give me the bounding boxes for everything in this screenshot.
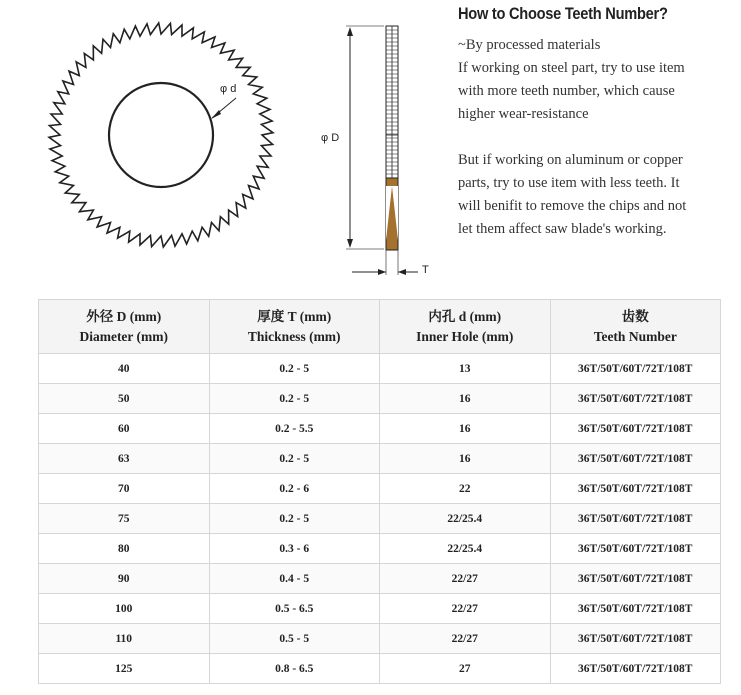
cell-inner-hole: 16 <box>380 444 551 474</box>
table-row <box>39 474 721 504</box>
cell-teeth: 36T/50T/60T/72T/108T <box>550 594 721 624</box>
cell-diameter: 100 <box>39 594 210 624</box>
cell-inner-hole: 22/25.4 <box>380 534 551 564</box>
outer-diameter-label: φ D <box>321 132 340 144</box>
cell-teeth: 36T/50T/60T/72T/108T <box>550 384 721 414</box>
table-row <box>39 654 721 684</box>
cell-thickness: 0.5 - 6.5 <box>209 594 380 624</box>
cell-thickness: 0.3 - 6 <box>209 534 380 564</box>
info-line: ~By processed materials <box>458 37 601 53</box>
cell-thickness: 0.5 - 5 <box>209 624 380 654</box>
cell-inner-hole: 22 <box>380 474 551 504</box>
cell-teeth: 36T/50T/60T/72T/108T <box>550 474 721 504</box>
cell-thickness: 0.2 - 5 <box>209 384 380 414</box>
cell-diameter: 40 <box>39 354 210 384</box>
cell-thickness: 0.8 - 6.5 <box>209 654 380 684</box>
table-row <box>39 504 721 534</box>
cell-inner-hole: 16 <box>380 414 551 444</box>
cell-teeth: 36T/50T/60T/72T/108T <box>550 534 721 564</box>
col-header-inner-hole: 内孔 d (mm) Inner Hole (mm) <box>380 300 551 354</box>
cell-inner-hole: 27 <box>380 654 551 684</box>
cell-thickness: 0.2 - 5 <box>209 504 380 534</box>
table-row <box>39 594 721 624</box>
cell-teeth: 36T/50T/60T/72T/108T <box>550 564 721 594</box>
cell-teeth: 36T/50T/60T/72T/108T <box>550 624 721 654</box>
cell-diameter: 60 <box>39 414 210 444</box>
cell-teeth: 36T/50T/60T/72T/108T <box>550 654 721 684</box>
info-heading: How to Choose Teeth Number? <box>458 4 668 23</box>
cell-thickness: 0.2 - 5 <box>209 354 380 384</box>
cell-inner-hole: 13 <box>380 354 551 384</box>
thickness-label: T <box>422 264 429 276</box>
info-paragraph-aluminum <box>458 149 733 241</box>
table-row <box>39 564 721 594</box>
inner-diameter-label: φ d <box>220 83 237 95</box>
info-line: will benifit to remove the chips and not <box>458 198 687 214</box>
cell-inner-hole: 22/25.4 <box>380 504 551 534</box>
cell-inner-hole: 22/27 <box>380 624 551 654</box>
info-line: If working on steel part, try to use item <box>458 60 685 76</box>
spec-table <box>38 299 721 684</box>
cell-diameter: 50 <box>39 384 210 414</box>
table-row <box>39 624 721 654</box>
cell-teeth: 36T/50T/60T/72T/108T <box>550 444 721 474</box>
cell-inner-hole: 16 <box>380 384 551 414</box>
cell-diameter: 90 <box>39 564 210 594</box>
cell-diameter: 110 <box>39 624 210 654</box>
cell-diameter: 63 <box>39 444 210 474</box>
cell-teeth: 36T/50T/60T/72T/108T <box>550 504 721 534</box>
blade-side-view <box>321 26 429 276</box>
table-row <box>39 354 721 384</box>
info-line: with more teeth number, which cause <box>458 83 675 99</box>
table-header-row <box>39 300 721 354</box>
cell-thickness: 0.4 - 5 <box>209 564 380 594</box>
col-header-teeth: 齿数 Teeth Number <box>550 300 721 354</box>
info-line: parts, try to use item with less teeth. It <box>458 175 680 191</box>
cell-diameter: 75 <box>39 504 210 534</box>
col-header-thickness: 厚度 T (mm) Thickness (mm) <box>209 300 380 354</box>
info-line: higher wear-resistance <box>458 106 589 122</box>
cell-inner-hole: 22/27 <box>380 564 551 594</box>
blade-front-view <box>49 23 273 247</box>
cell-diameter: 80 <box>39 534 210 564</box>
cell-inner-hole: 22/27 <box>380 594 551 624</box>
table-row <box>39 534 721 564</box>
info-line: But if working on aluminum or copper <box>458 152 683 168</box>
saw-blade-diagram <box>0 0 450 290</box>
cell-teeth: 36T/50T/60T/72T/108T <box>550 414 721 444</box>
table-row <box>39 444 721 474</box>
cell-thickness: 0.2 - 5.5 <box>209 414 380 444</box>
cell-diameter: 125 <box>39 654 210 684</box>
table-row <box>39 384 721 414</box>
cell-diameter: 70 <box>39 474 210 504</box>
cell-thickness: 0.2 - 5 <box>209 444 380 474</box>
info-paragraph-materials <box>458 34 733 126</box>
inner-hole-circle <box>109 83 213 187</box>
col-header-diameter: 外径 D (mm) Diameter (mm) <box>39 300 210 354</box>
table-row <box>39 414 721 444</box>
cell-thickness: 0.2 - 6 <box>209 474 380 504</box>
info-line: let them affect saw blade's working. <box>458 221 667 237</box>
cell-teeth: 36T/50T/60T/72T/108T <box>550 354 721 384</box>
